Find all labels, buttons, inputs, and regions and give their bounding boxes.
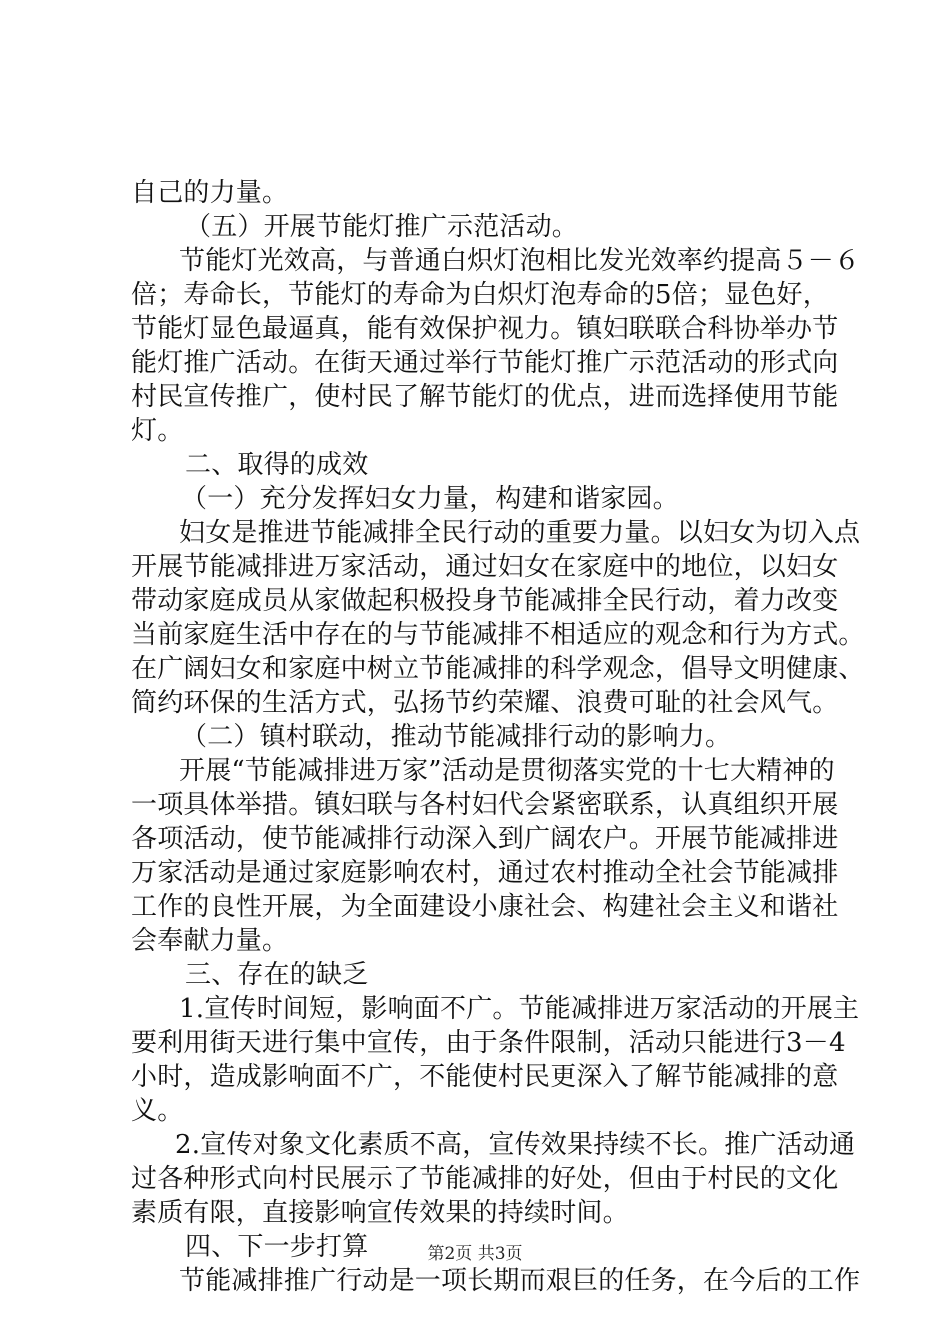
text-line: 能灯推广活动。在街天通过举行节能灯推广示范活动的形式向	[131, 348, 839, 378]
text-line: 开展节能减排进万家活动，通过妇女在家庭中的地位，以妇女	[131, 552, 839, 582]
text-line: 村民宣传推广，使村民了解节能灯的优点，进而选择使用节能	[131, 382, 839, 412]
text-line: 开展“节能减排进万家”活动是贯彻落实党的十七大精神的	[179, 756, 835, 786]
section-heading: 四、下一步打算	[185, 1232, 369, 1262]
text-line: 当前家庭生活中存在的与节能减排不相适应的观念和行为方式。	[131, 620, 865, 650]
text-line: 节能减排推广行动是一项长期而艰巨的任务，在今后的工作	[179, 1266, 861, 1296]
section-heading: 三、存在的缺乏	[185, 960, 369, 990]
text-line: 简约环保的生活方式，弘扬节约荣耀、浪费可耻的社会风气。	[131, 688, 839, 718]
text-line: 带动家庭成员从家做起积极投身节能减排全民行动，着力改变	[131, 586, 839, 616]
text-line: 自己的力量。	[131, 178, 289, 208]
text-line: 妇女是推进节能减排全民行动的重要力量。以妇女为切入点	[179, 518, 861, 548]
text-line: 节能灯显色最逼真，能有效保护视力。镇妇联联合科协举办节	[131, 314, 839, 344]
text-line: 会奉献力量。	[131, 926, 289, 956]
text-line: 在广阔妇女和家庭中树立节能减排的科学观念，倡导文明健康、	[131, 654, 865, 684]
subheading: （二）镇村联动，推动节能减排行动的影响力。	[181, 722, 732, 752]
text-line: 灯。	[131, 416, 184, 446]
page-footer: 第2页 共3页	[427, 1244, 523, 1264]
text-line: 小时，造成影响面不广，不能使村民更深入了解节能减排的意	[131, 1062, 839, 1092]
text-line: 2.宣传对象文化素质不高，宣传效果持续不长。推广活动通	[175, 1130, 856, 1160]
text-line: 要利用街天进行集中宣传，由于条件限制，活动只能进行3－4	[131, 1028, 846, 1058]
text-line: 倍；寿命长，节能灯的寿命为白炽灯泡寿命的5倍；显色好，	[131, 280, 829, 310]
section-heading: 二、取得的成效	[185, 450, 369, 480]
subheading: （五）开展节能灯推广示范活动。	[185, 212, 579, 242]
text-line: 1.宣传时间短，影响面不广。节能减排进万家活动的开展主	[179, 994, 860, 1024]
text-line: 义。	[131, 1096, 184, 1126]
text-line: 节能灯光效高，与普通白炽灯泡相比发光效率约提高５－６	[179, 246, 861, 276]
text-line: 过各种形式向村民展示了节能减排的好处，但由于村民的文化	[131, 1164, 839, 1194]
text-line: 工作的良性开展，为全面建设小康社会、构建社会主义和谐社	[131, 892, 839, 922]
text-line: 素质有限，直接影响宣传效果的持续时间。	[131, 1198, 629, 1228]
text-line: 一项具体举措。镇妇联与各村妇代会紧密联系，认真组织开展	[131, 790, 839, 820]
text-line: 各项活动，使节能减排行动深入到广阔农户。开展节能减排进	[131, 824, 839, 854]
text-line: 万家活动是通过家庭影响农村，通过农村推动全社会节能减排	[131, 858, 839, 888]
subheading: （一）充分发挥妇女力量，构建和谐家园。	[181, 484, 679, 514]
